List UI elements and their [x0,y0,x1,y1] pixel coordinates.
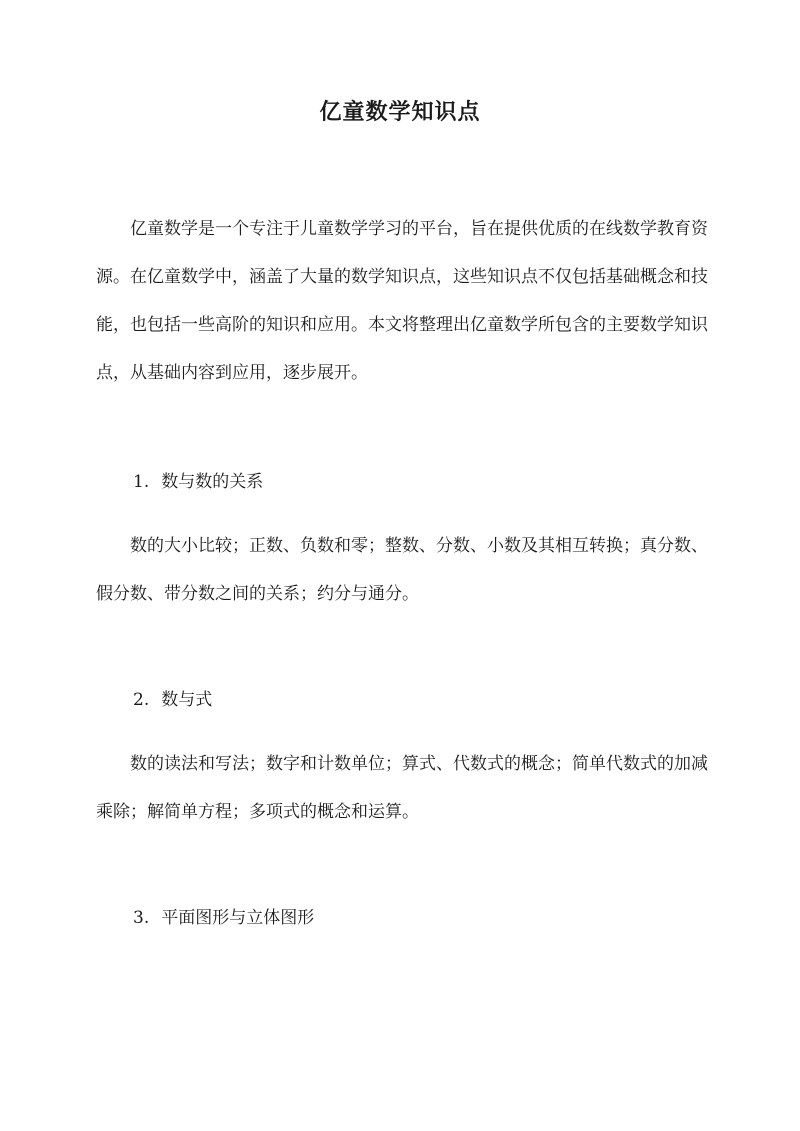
section-body-2: 数的读法和写法；数字和计数单位；算式、代数式的概念；简单代数式的加减乘除；解简单方程；多项式的概念和运算。 [96,754,708,822]
section-title: 数与式 [161,690,213,710]
section-heading-3 [133,902,314,934]
section-heading-2 [133,684,212,716]
section-heading-1 [133,466,263,498]
section-title: 平面图形与立体图形 [161,908,315,928]
intro-paragraph: 亿童数学是一个专注于儿童数学学习的平台，旨在提供优质的在线数学教育资源。在亿童数学中，涵盖了大量的数学知识点，这些知识点不仅包括基础概念和技能，也包括一些高阶的知识和应用。本文将整理出亿童数学所包含的主要数学知识点，从基础内容到应用，逐步展开。 [96,219,708,383]
section-number: 2. [133,690,150,710]
section-number: 1. [133,472,150,492]
section-title: 数与数的关系 [161,472,264,492]
section-number: 3. [133,908,150,928]
section-body-1: 数的大小比较；正数、负数和零；整数、分数、小数及其相互转换；真分数、假分数、带分数之间的关系；约分与通分。 [96,536,708,604]
page-title: 亿童数学知识点 [319,99,481,125]
